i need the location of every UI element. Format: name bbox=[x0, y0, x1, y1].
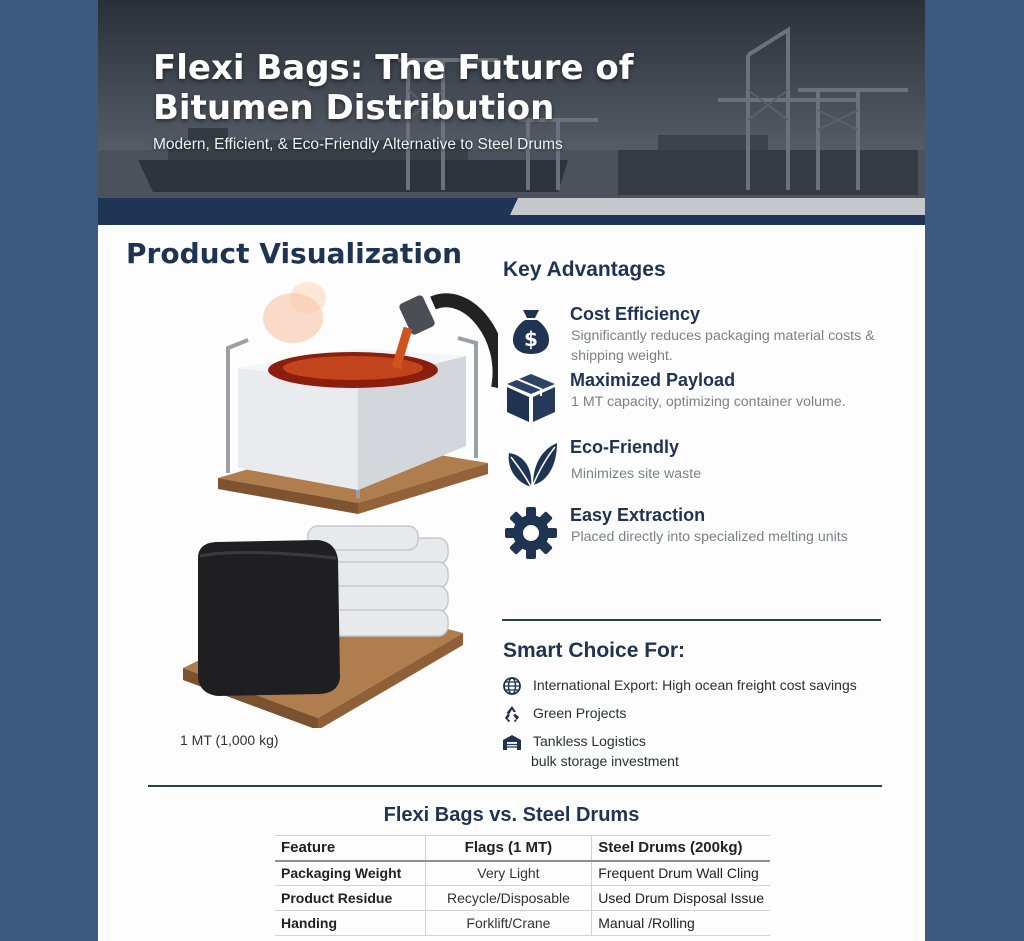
divider bbox=[502, 619, 881, 621]
table-row bbox=[275, 886, 770, 911]
hero-title: Flexi Bags: The Future of Bitumen Distribution bbox=[153, 48, 634, 128]
table-cell: Product Residue bbox=[275, 886, 425, 911]
hero-accent-band bbox=[98, 198, 925, 225]
table-cell: Handing bbox=[275, 911, 425, 936]
smart-choice-text: Tankless Logistics bbox=[533, 733, 646, 749]
capacity-caption: 1 MT (1,000 kg) bbox=[180, 732, 279, 748]
advantage-description: Significantly reduces packaging material costs & shipping weight. bbox=[571, 328, 875, 364]
advantage-description: Minimizes site waste bbox=[571, 466, 702, 482]
table-header-row bbox=[275, 836, 770, 861]
table-cell: Forklift/Crane bbox=[425, 911, 592, 936]
smart-choice-text-continued: bulk storage investment bbox=[531, 753, 679, 769]
table-cell: Packaging Weight bbox=[275, 861, 425, 886]
svg-text:$: $ bbox=[524, 327, 538, 351]
comparison-table bbox=[275, 835, 770, 936]
hero-subtitle: Modern, Efficient, & Eco-Friendly Alternative to Steel Drums bbox=[153, 136, 563, 153]
advantage-description: 1 MT capacity, optimizing container volume. bbox=[571, 394, 846, 410]
warehouse-icon bbox=[502, 732, 522, 752]
infographic-page bbox=[98, 0, 925, 941]
advantage-description: Placed directly into specialized melting units bbox=[571, 529, 848, 545]
key-advantages-title: Key Advantages bbox=[503, 258, 666, 281]
money-bag-icon bbox=[503, 304, 559, 360]
table-row bbox=[275, 911, 770, 936]
gear-icon bbox=[503, 505, 559, 561]
table-row bbox=[275, 861, 770, 886]
table-cell: Manual /Rolling bbox=[592, 911, 770, 936]
advantage-title: Maximized Payload bbox=[570, 370, 736, 390]
smart-choice-title: Smart Choice For: bbox=[503, 639, 686, 662]
table-cell: Used Drum Disposal Issue bbox=[592, 886, 770, 911]
table-cell: Very Light bbox=[425, 861, 592, 886]
advantage-title: Easy Extraction bbox=[570, 505, 706, 525]
globe-icon bbox=[502, 676, 522, 696]
advantage-title: Eco-Friendly bbox=[570, 437, 680, 457]
box-icon bbox=[503, 370, 559, 426]
smart-choice-text: Green Projects bbox=[533, 705, 627, 721]
column-header: Steel Drums (200kg) bbox=[592, 836, 770, 861]
table-cell: Frequent Drum Wall Cling bbox=[592, 861, 770, 886]
flexi-bag-filling-illustration bbox=[208, 278, 498, 518]
section-title-product-visualization: Product Visualization bbox=[126, 237, 463, 270]
recycle-icon bbox=[502, 704, 522, 724]
advantage-easy-extraction bbox=[503, 505, 903, 565]
column-header: Feature bbox=[275, 836, 425, 861]
advantage-title: Cost Efficiency bbox=[570, 304, 701, 324]
pallet-comparison-illustration bbox=[178, 518, 478, 728]
leaf-icon bbox=[503, 437, 559, 493]
smart-choice-text: International Export: High ocean freight cost savings bbox=[533, 677, 857, 693]
advantage-cost-efficiency bbox=[503, 304, 903, 364]
divider bbox=[148, 785, 882, 787]
advantage-eco-friendly bbox=[503, 437, 903, 497]
advantage-maximized-payload bbox=[503, 370, 903, 430]
column-header: Flags (1 MT) bbox=[425, 836, 592, 861]
comparison-title: Flexi Bags vs. Steel Drums bbox=[383, 804, 640, 826]
hero-banner bbox=[98, 0, 925, 225]
table-cell: Recycle/Disposable bbox=[425, 886, 592, 911]
